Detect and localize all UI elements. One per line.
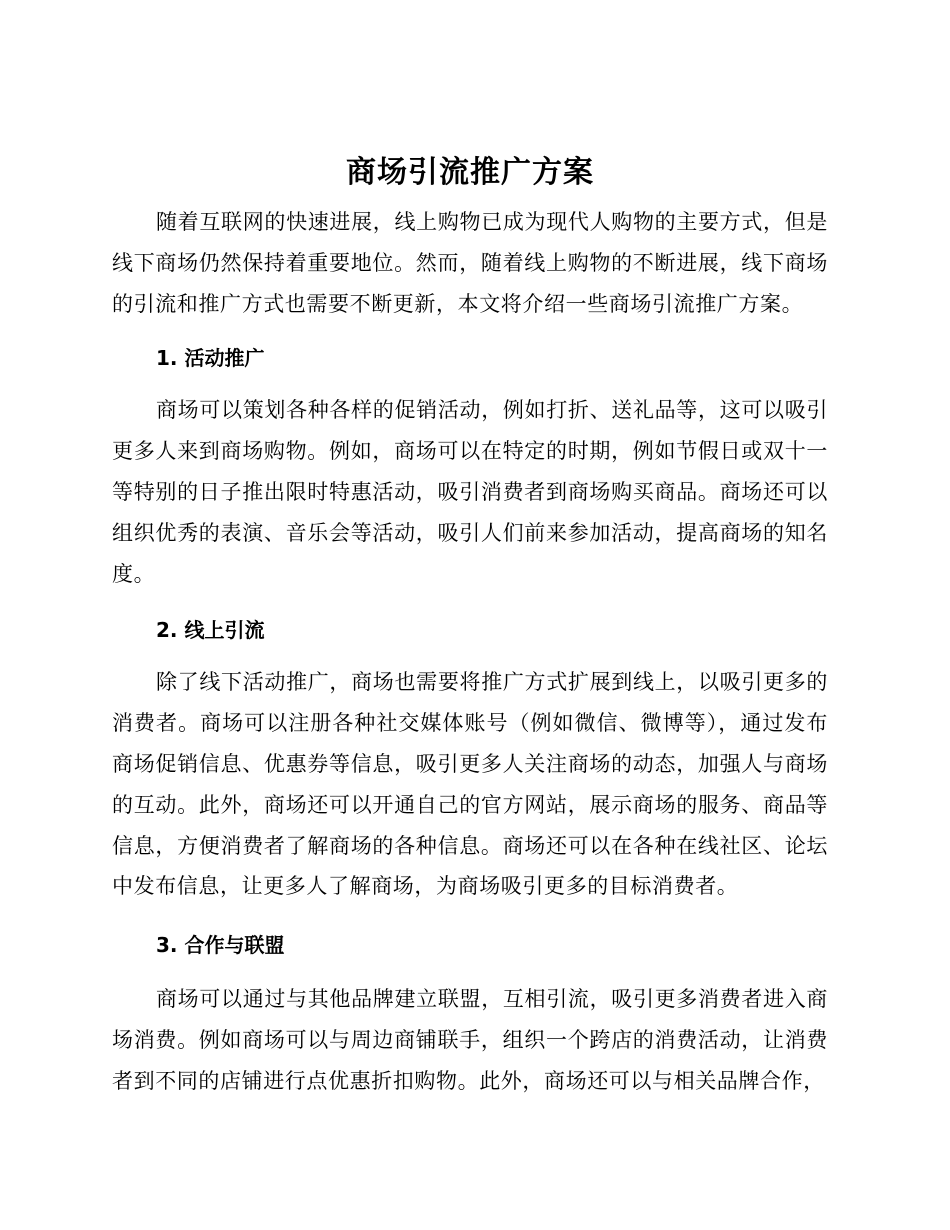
intro-paragraph: 随着互联网的快速进展，线上购物已成为现代人购物的主要方式，但是线下商场仍然保持着重要地位。然而，随着线上购物的不断进展，线下商场的引流和推广方式也需要不断更新，本文将介绍一些商场引流推广方案。 [112,210,828,316]
section-body-cooperation-alliance: 商场可以通过与其他品牌建立联盟，互相引流，吸引更多消费者进入商场消费。例如商场可以与周边商铺联手，组织一个跨店的消费活动，让消费者到不同的店铺进行点优惠折扣购物。此外，商场还可以与相关品牌合作， [112,987,828,1093]
document-title: 商场引流推广方案 [346,155,594,190]
section-heading-cooperation-alliance: 3. 合作与联盟 [156,933,285,958]
section-body-online-traffic: 除了线下活动推广，商场也需要将推广方式扩展到线上，以吸引更多的消费者。商场可以注册各种社交媒体账号（例如微信、微博等），通过发布商场促销信息、优惠券等信息，吸引更多人关注商场的动态，加强人与商场的互动。此外，商场还可以开通自己的官方网站，展示商场的服务、商品等信息，方便消费者了解商场的各种信息。商场还可以在各种在线社区、论坛中发布信息，让更多人了解商场，为商场吸引更多的目标消费者。 [112,670,828,899]
document-page [112,150,828,1102]
section-heading-activity-promotion: 1. 活动推广 [156,346,265,371]
section-body-activity-promotion: 商场可以策划各种各样的促销活动，例如打折、送礼品等，这可以吸引更多人来到商场购物。例如，商场可以在特定的时期，例如节假日或双十一等特别的日子推出限时特惠活动，吸引消费者到商场购买商品。商场还可以组织优秀的表演、音乐会等活动，吸引人们前来参加活动，提高商场的知名度。 [112,398,828,586]
section-heading-online-traffic: 2. 线上引流 [156,618,265,643]
